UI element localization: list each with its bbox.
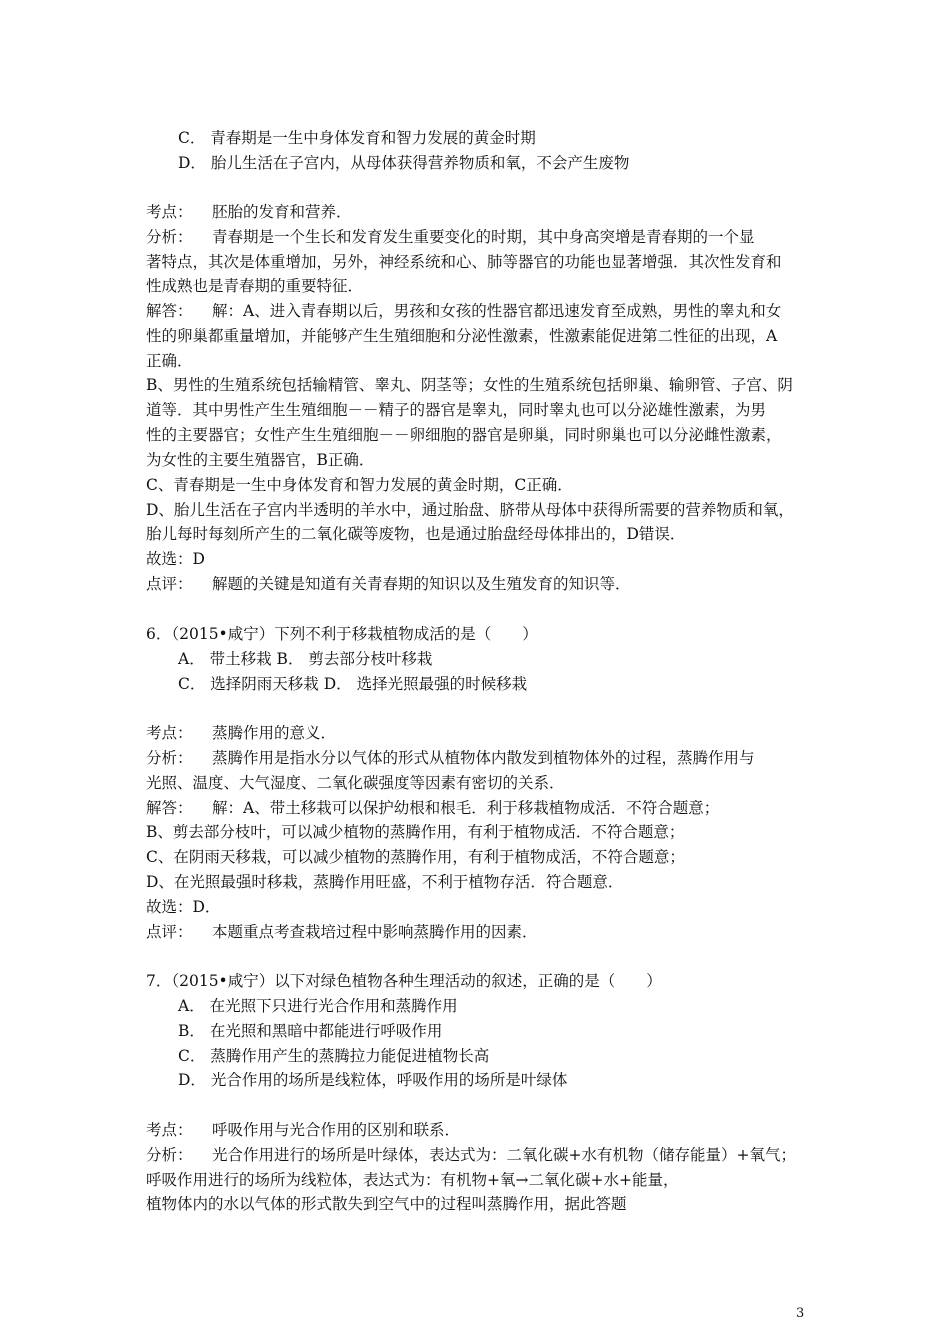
- kaodian-text: 呼吸作用与光合作用的区别和联系．: [212, 1121, 461, 1139]
- jieda-line: 解：A、进入青春期以后，男孩和女孩的性器官都迅速发育至成熟，男性的睾丸和女: [212, 302, 782, 320]
- q7-option-a: A． 在光照下只进行光合作用和蒸腾作用: [178, 997, 458, 1015]
- q5-kaodian: [146, 202, 352, 222]
- q5-jieda: [146, 301, 781, 321]
- jieda-line: 性的卵巢都重量增加，并能够产生生殖细胞和分泌性激素，性激素能促进第二性征的出现，A: [146, 327, 778, 345]
- fenxi-line: 著特点，其次是体重增加，另外，神经系统和心、肺等器官的功能也显著增强．其次性发育和: [146, 253, 782, 271]
- q7-fenxi: [146, 1145, 796, 1165]
- jieda-line: 解：A、带土移栽可以保护幼根和根毛．利于移栽植物成活．不符合题意；: [212, 799, 720, 817]
- fenxi-label: 分析：: [146, 228, 193, 246]
- q5-option-c: C． 青春期是一生中身体发育和智力发展的黄金时期: [178, 129, 536, 147]
- jieda-line: C、青春期是一生中身体发育和智力发展的黄金时期，C正确．: [146, 476, 573, 494]
- q5-fenxi: [146, 227, 755, 247]
- q5-dianping: [146, 574, 631, 594]
- page-number: 3: [796, 1306, 805, 1321]
- q6-stem: 6．（2015•咸宁）下列不利于移栽植物成活的是（ ）: [146, 625, 538, 643]
- fenxi-line: 植物体内的水以气体的形式散失到空气中的过程叫蒸腾作用，据此答题: [146, 1195, 627, 1213]
- jieda-line: B、男性的生殖系统包括输精管、睾丸、阴茎等；女性的生殖系统包括卵巢、输卵管、子宫、阴: [146, 376, 793, 394]
- dianping-text: 解题的关键是知道有关青春期的知识以及生殖发育的知识等．: [212, 575, 631, 593]
- jieda-line: 性的主要器官；女性产生生殖细胞－－卵细胞的器官是卵巢，同时卵巢也可以分泌雌性激素，: [146, 426, 782, 444]
- q6-fenxi: [146, 748, 755, 768]
- jieda-line: D、在光照最强时移栽，蒸腾作用旺盛，不利于植物存活．符合题意．: [146, 873, 624, 891]
- jieda-line: 胎儿每时每刻所产生的二氧化碳等废物，也是通过胎盘经母体排出的，D错误．: [146, 525, 686, 543]
- kaodian-label: 考点：: [146, 724, 193, 742]
- fenxi-label: 分析：: [146, 749, 193, 767]
- jieda-line: 为女性的主要生殖器官，B正确．: [146, 451, 375, 469]
- kaodian-text: 胚胎的发育和营养．: [212, 203, 352, 221]
- jieda-label: 解答：: [146, 302, 193, 320]
- q6-jieda: [146, 798, 719, 818]
- jieda-line: D、胎儿生活在子宫内半透明的羊水中，通过胎盘、脐带从母体中获得所需要的营养物质和氧，: [146, 501, 794, 519]
- q6-guxuan: 故选：D．: [146, 898, 221, 916]
- q5-option-d: D． 胎儿生活在子宫内，从母体获得营养物质和氧，不会产生废物: [178, 154, 630, 172]
- jieda-line: 道等．其中男性产生生殖细胞－－精子的器官是睾丸，同时睾丸也可以分泌雄性激素，为男: [146, 401, 767, 419]
- fenxi-line: 光合作用进行的场所是叶绿体，表达式为：二氧化碳+水有机物（储存能量）+氧气；: [212, 1146, 796, 1164]
- jieda-line: 正确．: [146, 352, 193, 370]
- fenxi-label: 分析：: [146, 1146, 193, 1164]
- q6-options-row2: C． 选择阴雨天移栽 D． 选择光照最强的时候移栽: [178, 675, 528, 693]
- fenxi-line: 蒸腾作用是指水分以气体的形式从植物体内散发到植物体外的过程，蒸腾作用与: [212, 749, 755, 767]
- q7-option-d: D． 光合作用的场所是线粒体，呼吸作用的场所是叶绿体: [178, 1071, 568, 1089]
- q6-kaodian: [146, 723, 336, 743]
- fenxi-line: 光照、温度、大气湿度、二氧化碳强度等因素有密切的关系．: [146, 774, 565, 792]
- q5-guxuan: 故选：D: [146, 550, 205, 568]
- q7-option-c: C． 蒸腾作用产生的蒸腾拉力能促进植物长高: [178, 1047, 490, 1065]
- jieda-line: B、剪去部分枝叶，可以减少植物的蒸腾作用，有利于植物成活．不符合题意；: [146, 823, 685, 841]
- dianping-label: 点评：: [146, 575, 193, 593]
- q7-stem: 7．（2015•咸宁）以下对绿色植物各种生理活动的叙述，正确的是（ ）: [146, 972, 662, 990]
- dianping-label: 点评：: [146, 923, 193, 941]
- q6-dianping: [146, 922, 538, 942]
- dianping-text: 本题重点考查栽培过程中影响蒸腾作用的因素．: [212, 923, 538, 941]
- kaodian-label: 考点：: [146, 203, 193, 221]
- jieda-label: 解答：: [146, 799, 193, 817]
- fenxi-line: 青春期是一个生长和发育发生重要变化的时期，其中身高突增是青春期的一个显: [212, 228, 755, 246]
- fenxi-line: 性成熟也是青春期的重要特征．: [146, 277, 364, 295]
- q7-kaodian: [146, 1120, 460, 1140]
- q7-option-b: B． 在光照和黑暗中都能进行呼吸作用: [178, 1022, 443, 1040]
- jieda-line: C、在阴雨天移栽，可以减少植物的蒸腾作用，有利于植物成活，不符合题意；: [146, 848, 685, 866]
- kaodian-text: 蒸腾作用的意义．: [212, 724, 337, 742]
- fenxi-line: 呼吸作用进行的场所为线粒体，表达式为：有机物+氧→二氧化碳+水+能量，: [146, 1171, 679, 1189]
- q6-options-row1: A． 带土移栽 B． 剪去部分枝叶移栽: [178, 650, 433, 668]
- kaodian-label: 考点：: [146, 1121, 193, 1139]
